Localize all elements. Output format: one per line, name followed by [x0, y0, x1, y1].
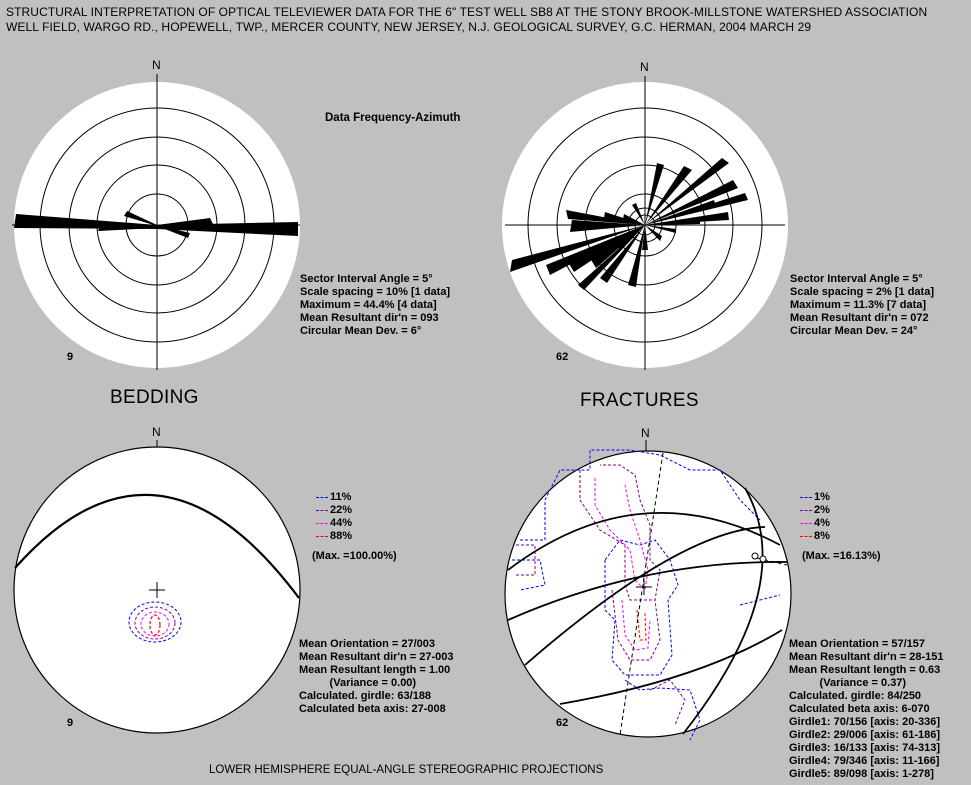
bedding-stereonet — [14, 440, 300, 733]
fractures-title: FRACTURES — [580, 390, 699, 411]
legend-item — [316, 530, 352, 543]
stat-line: Scale spacing = 2% [1 data] — [790, 286, 934, 298]
legend-label: 1% — [814, 491, 830, 503]
stat-line: Calculated. girdle: 63/188 — [299, 690, 432, 702]
stat-line: Calculated beta axis: 27-008 — [299, 703, 446, 715]
stat-line: Girdle5: 89/098 [axis: 1-278] — [789, 768, 934, 780]
legend-label: 44% — [330, 517, 353, 529]
legend-swatch — [800, 497, 812, 498]
stat-line: Mean Resultant dir'n = 093 — [300, 312, 439, 324]
fracture-stereonet-north-label: N — [641, 426, 650, 440]
fracture-rose-diagram — [502, 76, 788, 370]
stat-line: Mean Resultant dir'n = 072 — [790, 312, 929, 324]
stat-line: Girdle3: 16/133 [axis: 74-313] — [789, 742, 941, 754]
fractures-legend — [800, 491, 830, 543]
stat-line: Circular Mean Dev. = 24° — [790, 325, 918, 337]
bedding-title: BEDDING — [110, 387, 199, 408]
stat-line: Mean Resultant dir'n = 27-003 — [299, 651, 454, 663]
stat-line: Mean Orientation = 27/003 — [299, 638, 436, 650]
stat-line: Mean Resultant length = 0.63 — [789, 664, 941, 676]
legend-item — [800, 504, 830, 517]
legend-label: 11% — [330, 491, 352, 503]
stat-line: Circular Mean Dev. = 6° — [300, 325, 422, 337]
stat-line: Maximum = 44.4% [4 data] — [300, 299, 437, 311]
legend-swatch — [800, 510, 812, 511]
header-line-1: STRUCTURAL INTERPRETATION OF OPTICAL TELEVIEWER DATA FOR THE 6" TEST WELL SB8 AT THE STONY BROOK-MILLSTONE WATERSHED ASSOCIATION — [6, 5, 928, 19]
stat-line: Maximum = 11.3% [7 data] — [790, 299, 927, 311]
bedding-rose-north-label: N — [152, 58, 161, 72]
bedding-rose-diagram — [12, 74, 300, 370]
stat-line: (Variance = 0.00) — [299, 677, 417, 689]
legend-swatch — [316, 536, 328, 537]
bedding-stereonet-count: 9 — [67, 717, 74, 729]
bedding-stereonet-north-label: N — [152, 425, 161, 439]
stat-line: Girdle1: 70/156 [axis: 20-336] — [789, 716, 941, 728]
fracture-stereonet — [505, 440, 791, 740]
stat-line: Calculated beta axis: 6-070 — [789, 703, 930, 715]
legend-label: 4% — [814, 517, 830, 529]
fractures-max: (Max. =16.13%) — [802, 550, 881, 562]
legend-swatch — [316, 497, 328, 498]
stat-line: Sector Interval Angle = 5° — [300, 273, 433, 285]
header-line-2: WELL FIELD, WARGO RD., HOPEWELL, TWP., MERCER COUNTY, NEW JERSEY, N.J. GEOLOGICAL SURVEY, G.C. HERMAN, 2004 MARCH 29 — [6, 20, 812, 34]
legend-item — [800, 491, 830, 504]
footer-caption: LOWER HEMISPHERE EQUAL-ANGLE STEREOGRAPHIC PROJECTIONS — [209, 764, 604, 776]
legend-swatch — [800, 523, 812, 524]
rose-caption: Data Frequency-Azimuth — [325, 112, 461, 124]
legend-label: 2% — [814, 504, 830, 516]
fracture-rose-count: 62 — [556, 351, 569, 363]
stat-line: Mean Resultant dir'n = 28-151 — [789, 651, 944, 663]
legend-label: 88% — [330, 530, 353, 542]
legend-item — [316, 504, 352, 517]
legend-swatch — [316, 523, 328, 524]
stat-line: Girdle2: 29/006 [axis: 61-186] — [789, 729, 941, 741]
stat-line: (Variance = 0.37) — [789, 677, 907, 689]
legend-label: 8% — [814, 530, 830, 542]
fracture-stereonet-count: 62 — [556, 717, 569, 729]
bedding-rose-count: 9 — [67, 351, 74, 363]
stat-line: Mean Resultant length = 1.00 — [299, 664, 451, 676]
stat-line: Calculated. girdle: 84/250 — [789, 690, 922, 702]
stat-line: Scale spacing = 10% [1 data] — [300, 286, 451, 298]
bedding-stats — [299, 638, 454, 716]
legend-label: 22% — [330, 504, 353, 516]
legend-item — [316, 491, 352, 504]
bedding-max: (Max. =100.00%) — [312, 550, 397, 562]
fracture-rose-north-label: N — [640, 60, 649, 74]
stat-line: Girdle4: 79/346 [axis: 11-166] — [789, 755, 940, 767]
legend-swatch — [316, 510, 328, 511]
fracture-rose-stats — [790, 273, 934, 338]
bedding-legend — [316, 491, 352, 543]
legend-item — [316, 517, 352, 530]
legend-item — [800, 517, 830, 530]
legend-swatch — [800, 536, 812, 537]
bedding-rose-stats — [300, 273, 450, 338]
fractures-stats — [789, 638, 944, 781]
legend-item — [800, 530, 830, 543]
stat-line: Mean Orientation = 57/157 — [789, 638, 926, 650]
stat-line: Sector Interval Angle = 5° — [790, 273, 923, 285]
